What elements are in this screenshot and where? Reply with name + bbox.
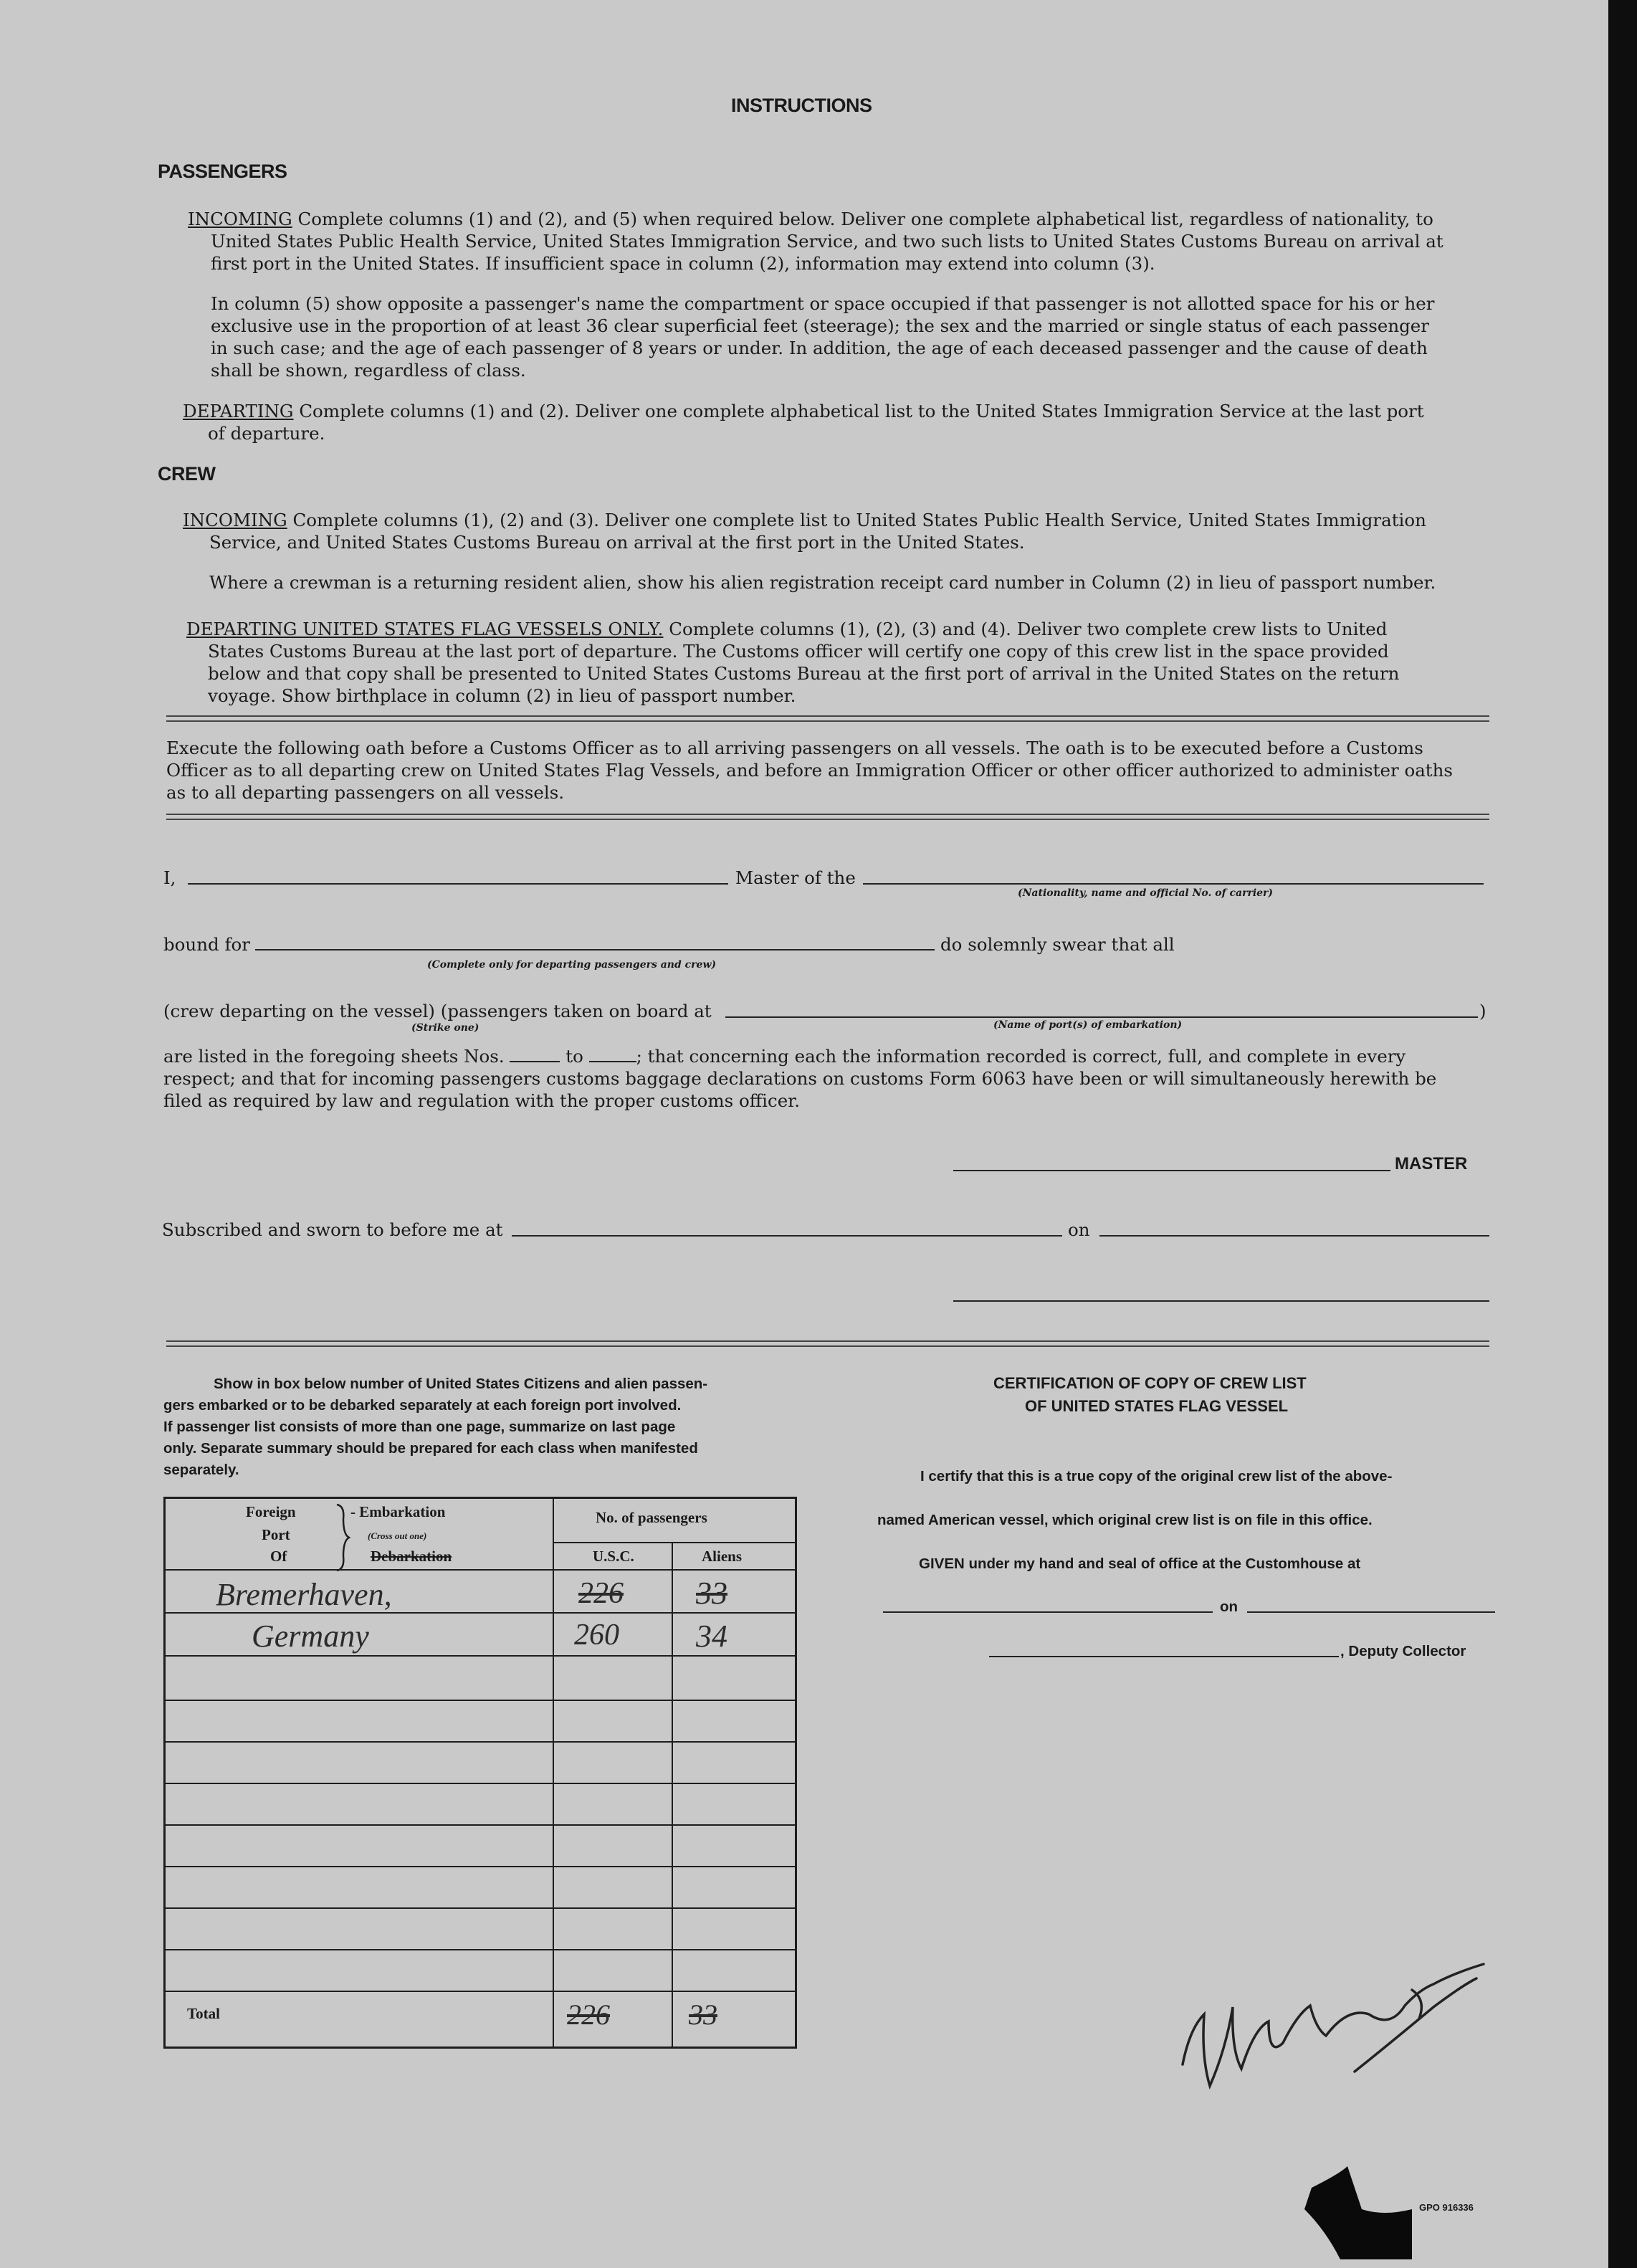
passengers-incoming-line3: first port in the United States. If insufficient space in column (2), information may extend into column (3). [211, 253, 1155, 274]
crew-departing-line2: States Customs Bureau at the last port of departure. The Customs officer will certify one copy of this crew list in the space provided [208, 641, 1389, 662]
master-signature-field[interactable] [953, 1170, 1390, 1171]
summary-instructions [163, 1373, 707, 1481]
column5-line2: exclusive use in the proportion of at least 36 clear superficial feet (steerage); the sex and the married or single status of each passenger [211, 315, 1429, 336]
header-foreign: Foreign [246, 1503, 296, 1520]
listed-sheets-text: ; that concerning each the information recorded is correct, full, and complete in every [636, 1046, 1406, 1067]
table-divider [553, 1499, 554, 2047]
deputy-collector-label: , Deputy Collector [1340, 1643, 1466, 1659]
table-divider [672, 1542, 673, 2047]
column5-line3: in such case; and the age of each passenger of 8 years or under. In addition, the age of each deceased passenger and the cause of death [211, 338, 1428, 358]
header-debarkation: Debarkation [371, 1548, 452, 1565]
carrier-field[interactable] [863, 883, 1484, 885]
crew-resident-alien: Where a crewman is a returning resident alien, show his alien registration receipt card number in Column (2) in lieu of passport number. [209, 572, 1436, 593]
passengers-departing-line1 [183, 400, 1424, 422]
footer-code: GPO 916336 [1419, 2202, 1474, 2213]
crew-incoming-line1 [183, 509, 1426, 531]
master-of-the-label: Master of the [735, 867, 856, 888]
certification-line2: named American vessel, which original crew list is on file in this office. [877, 1512, 1373, 1528]
section-heading-crew: CREW [158, 463, 216, 485]
sworn-date-field[interactable] [1099, 1235, 1489, 1237]
crew-departing-line4: voyage. Show birthplace in column (2) in lieu of passport number. [208, 685, 796, 706]
header-port: Port [262, 1526, 290, 1543]
crew-departing-line3: below and that copy shall be presented to United States Customs Bureau at the first port of arrival in the United States on the return [208, 663, 1400, 684]
row2-port: Germany [252, 1619, 369, 1654]
oath-i-label: I, [163, 867, 176, 888]
table-divider [166, 1824, 795, 1826]
certification-title2: OF UNITED STATES FLAG VESSEL [1025, 1397, 1289, 1415]
divider [166, 715, 1489, 722]
total-label: Total [187, 2005, 220, 2022]
sheet-to-label: to [565, 1046, 583, 1067]
subscribed-label: Subscribed and sworn to before me at [162, 1219, 503, 1240]
listed-sheets-line [163, 1045, 1405, 1067]
crew-incoming-label: INCOMING [183, 510, 287, 530]
deputy-collector-field[interactable] [989, 1656, 1339, 1657]
carrier-hint: (Nationality, name and official No. of carrier) [1018, 887, 1274, 899]
passenger-summary-table [163, 1497, 797, 2049]
crew-departing-label: DEPARTING UNITED STATES FLAG VESSELS ONLY. [186, 619, 664, 639]
filed-line: filed as required by law and regulation with the proper customs officer. [163, 1090, 801, 1111]
table-divider [166, 1907, 795, 1909]
close-paren: ) [1479, 1001, 1486, 1021]
passengers-incoming-label: INCOMING [188, 209, 292, 229]
summary-line5: separately. [163, 1462, 239, 1478]
passengers-departing-line2: of departure. [208, 423, 325, 444]
header-embarkation: - Embarkation [350, 1503, 446, 1520]
crew-departing-label-line: (crew departing on the vessel) (passengers taken on board at [163, 1001, 712, 1021]
certification-line1: I certify that this is a true copy of the original crew list of the above- [920, 1468, 1393, 1485]
divider [166, 1340, 1489, 1347]
certification-line3: GIVEN under my hand and seal of office at the Customhouse at [919, 1555, 1361, 1572]
oath-intro-line1: Execute the following oath before a Customs Officer as to all arriving passengers on all vessels. The oath is to be executed before a Customs [166, 738, 1423, 758]
passengers-incoming-line1 [188, 208, 1433, 230]
header-cross-out: (Cross out one) [368, 1530, 427, 1541]
officer-signature-field[interactable] [953, 1300, 1489, 1302]
respect-line: respect; and that for incoming passengers customs baggage declarations on customs Form 6063 have been or will simultaneously herewith be [163, 1068, 1437, 1089]
summary-line2: gers embarked or to be debarked separately at each foreign port involved. [163, 1397, 682, 1414]
page-title: INSTRUCTIONS [731, 95, 872, 116]
listed-sheets-label: are listed in the foregoing sheets Nos. [163, 1046, 505, 1067]
divider [166, 814, 1489, 820]
row2-usc: 260 [574, 1619, 619, 1652]
table-divider [166, 1700, 795, 1701]
certification-on-label: on [1220, 1598, 1239, 1615]
oath-intro-line2: Officer as to all departing crew on United States Flag Vessels, and before an Immigration Officer or other officer authorized to administer oaths [166, 760, 1453, 781]
summary-line1: Show in box below number of United States Citizens and alien passen- [214, 1376, 708, 1392]
table-divider [166, 1949, 795, 1950]
table-divider [166, 1783, 795, 1784]
crew-incoming-line2: Service, and United States Customs Bureau on arrival at the first port in the United States. [209, 532, 1025, 553]
table-divider [166, 1741, 795, 1743]
crew-departing-text: Complete columns (1), (2), (3) and (4). Deliver two complete crew lists to United [669, 619, 1388, 639]
table-divider [166, 1866, 795, 1867]
total-aliens: 33 [689, 1998, 717, 2031]
table-divider [553, 1542, 795, 1543]
master-name-field[interactable] [188, 883, 728, 885]
sheet-from-field[interactable] [510, 1045, 560, 1062]
passengers-departing-text: Complete columns (1) and (2). Deliver one complete alphabetical list to the United States Immigration Service at the last port [299, 401, 1424, 421]
row1-aliens: 33 [696, 1576, 727, 1611]
sworn-place-field[interactable] [512, 1235, 1062, 1237]
header-aliens: Aliens [702, 1548, 743, 1565]
certification-date-field[interactable] [1247, 1611, 1495, 1613]
sheet-to-field[interactable] [589, 1045, 636, 1062]
header-no-of-passengers: No. of passengers [596, 1509, 707, 1526]
table-divider [166, 1991, 795, 1992]
row1-port: Bremerhaven, [216, 1577, 392, 1612]
bound-for-field[interactable] [255, 949, 935, 950]
crew-incoming-text: Complete columns (1), (2) and (3). Deliver one complete list to United States Public Health Service, United States Immigration [292, 510, 1426, 530]
crew-departing-line1 [186, 618, 1387, 640]
strike-one-hint: (Strike one) [411, 1022, 479, 1034]
brace-icon [335, 1503, 350, 1572]
page-corner-mark [1297, 2166, 1412, 2259]
passengers-incoming-text: Complete columns (1) and (2), and (5) when required below. Deliver one complete alphabetical list, regardless of nationality, to [297, 209, 1433, 229]
table-divider [166, 1569, 795, 1571]
solemnly-swear-label: do solemnly swear that all [940, 934, 1175, 955]
column5-line4: shall be shown, regardless of class. [211, 360, 526, 381]
header-of: Of [270, 1548, 287, 1565]
row2-aliens: 34 [696, 1619, 727, 1654]
passengers-incoming-line2: United States Public Health Service, United States Immigration Service, and two such lists to United States Customs Bureau on arrival at [211, 231, 1443, 252]
oath-intro-line3: as to all departing passengers on all vessels. [166, 782, 565, 803]
customhouse-field[interactable] [883, 1611, 1213, 1613]
master-label: MASTER [1395, 1154, 1468, 1173]
bound-for-hint: (Complete only for departing passengers and crew) [427, 959, 717, 971]
on-label: on [1068, 1219, 1090, 1240]
ports-hint: (Name of port(s) of embarkation) [993, 1019, 1183, 1031]
total-usc: 226 [567, 1998, 610, 2031]
bound-for-label: bound for [163, 934, 250, 955]
handwritten-signature [1175, 1921, 1491, 2107]
table-divider [166, 1655, 795, 1657]
ports-of-embarkation-field[interactable] [725, 1016, 1478, 1018]
column5-line1: In column (5) show opposite a passenger's name the compartment or space occupied if that passenger is not allotted space for his or her [211, 293, 1435, 314]
passengers-departing-label: DEPARTING [183, 401, 294, 421]
row1-usc: 226 [578, 1577, 624, 1610]
header-usc: U.S.C. [593, 1548, 634, 1565]
summary-line4: only. Separate summary should be prepared for each class when manifested [163, 1440, 698, 1457]
section-heading-passengers: PASSENGERS [158, 161, 287, 182]
summary-line3: If passenger list consists of more than one page, summarize on last page [163, 1419, 676, 1435]
certification-title1: CERTIFICATION OF COPY OF CREW LIST [993, 1374, 1307, 1392]
